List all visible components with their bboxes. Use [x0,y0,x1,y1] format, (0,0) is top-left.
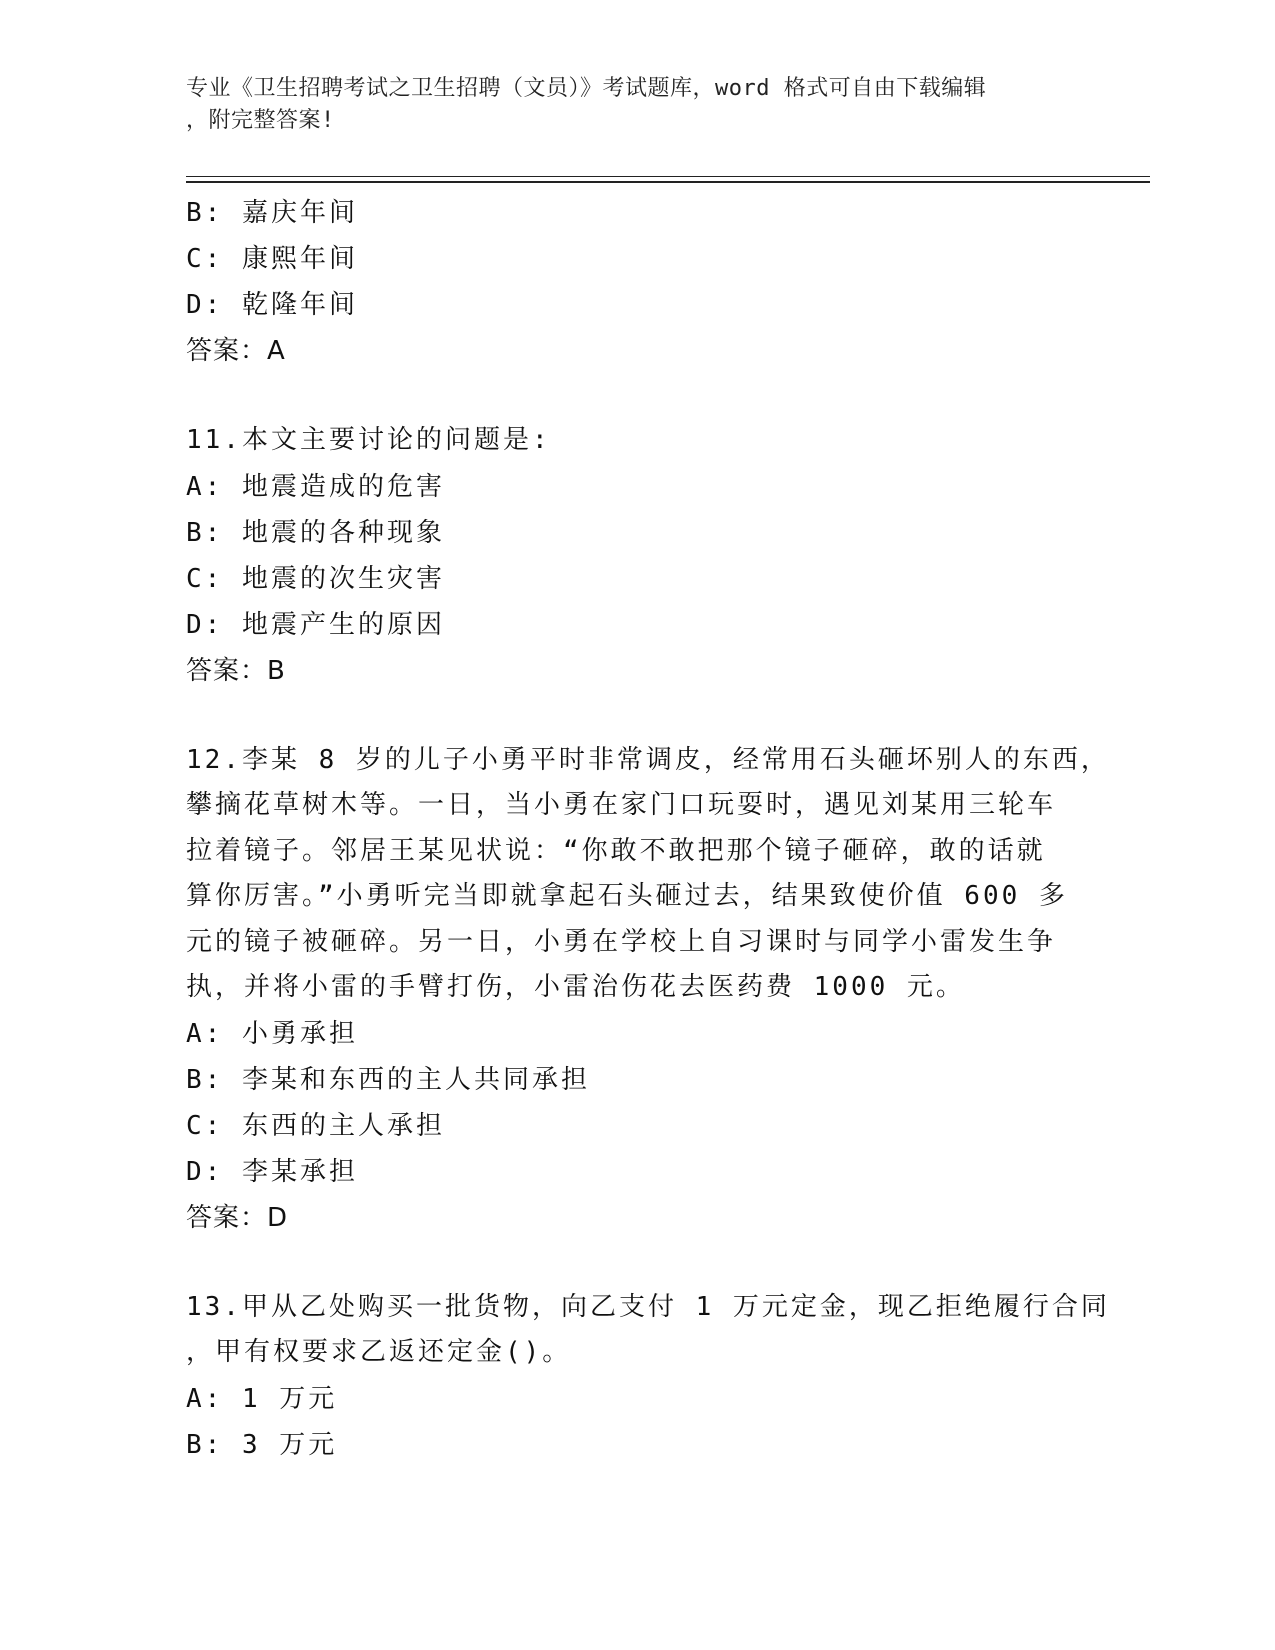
stem-line: 11.本文主要讨论的问题是: [186,425,551,455]
header-divider-thick [186,181,1150,183]
option-c: C: 东西的主人承担 [186,1110,445,1141]
stem-line: 拉着镜子。邻居王某见状说：“你敢不敢把那个镜子砸碎，敢的话就 [186,835,1046,866]
header-divider-thin [186,176,1150,177]
question-13 [186,1285,1110,1468]
option-a: A: 1 万元 [186,1383,338,1414]
option-d: D: 乾隆年间 [186,290,358,320]
spacer [186,694,1086,738]
stem-line: 攀摘花草树木等。一日，当小勇在家门口玩耍时，遇见刘某用三轮车 [186,790,1057,820]
previous-question-block [186,190,1086,374]
question-stem [186,1285,1110,1376]
header-line-2: ，附完整答案! [186,108,335,133]
stem-line: 算你厉害。”小勇听完当即就拿起石头砸过去，结果致使价值 600 多 [186,881,1068,911]
spacer [186,1241,1086,1285]
option-c: C: 地震的次生灾害 [186,563,445,594]
stem-line: ，甲有权要求乙返还定金()。 [186,1337,572,1367]
stem-line: 13.甲从乙处购买一批货物，向乙支付 1 万元定金，现乙拒绝履行合同 [186,1291,1110,1322]
option-b: B: 嘉庆年间 [186,198,358,228]
option-d: D: 李某承担 [186,1156,358,1187]
question-list [186,190,1110,1468]
stem-line: 12.李某 8 岁的儿子小勇平时非常调皮，经常用石头砸坏别人的东西， [186,744,1110,775]
answer-line: 答案：D [186,1202,289,1233]
question-12 [186,738,1110,1241]
option-d: D: 地震产生的原因 [186,609,445,640]
question-stem [186,738,1110,1011]
option-b: B: 李某和东西的主人共同承担 [186,1064,590,1095]
option-b: B: 地震的各种现象 [186,517,445,548]
question-11 [186,418,1086,694]
option-a: A: 小勇承担 [186,1018,358,1049]
stem-line: 元的镜子被砸碎。另一日，小勇在学校上自习课时与同学小雷发生争 [186,926,1057,957]
header-line-1: 专业《卫生招聘考试之卫生招聘（文员）》考试题库，word 格式可自由下载编辑 [186,76,987,101]
option-b: B: 3 万元 [186,1429,338,1460]
option-c: C: 康熙年间 [186,244,358,274]
option-a: A: 地震造成的危害 [186,471,445,502]
spacer [186,374,1086,418]
document-header [186,73,1066,137]
question-stem [186,418,1086,464]
answer-line: 答案：A [186,336,286,366]
stem-line: 执，并将小雷的手臂打伤，小雷治伤花去医药费 1000 元。 [186,972,965,1002]
answer-line: 答案：B [186,655,286,686]
